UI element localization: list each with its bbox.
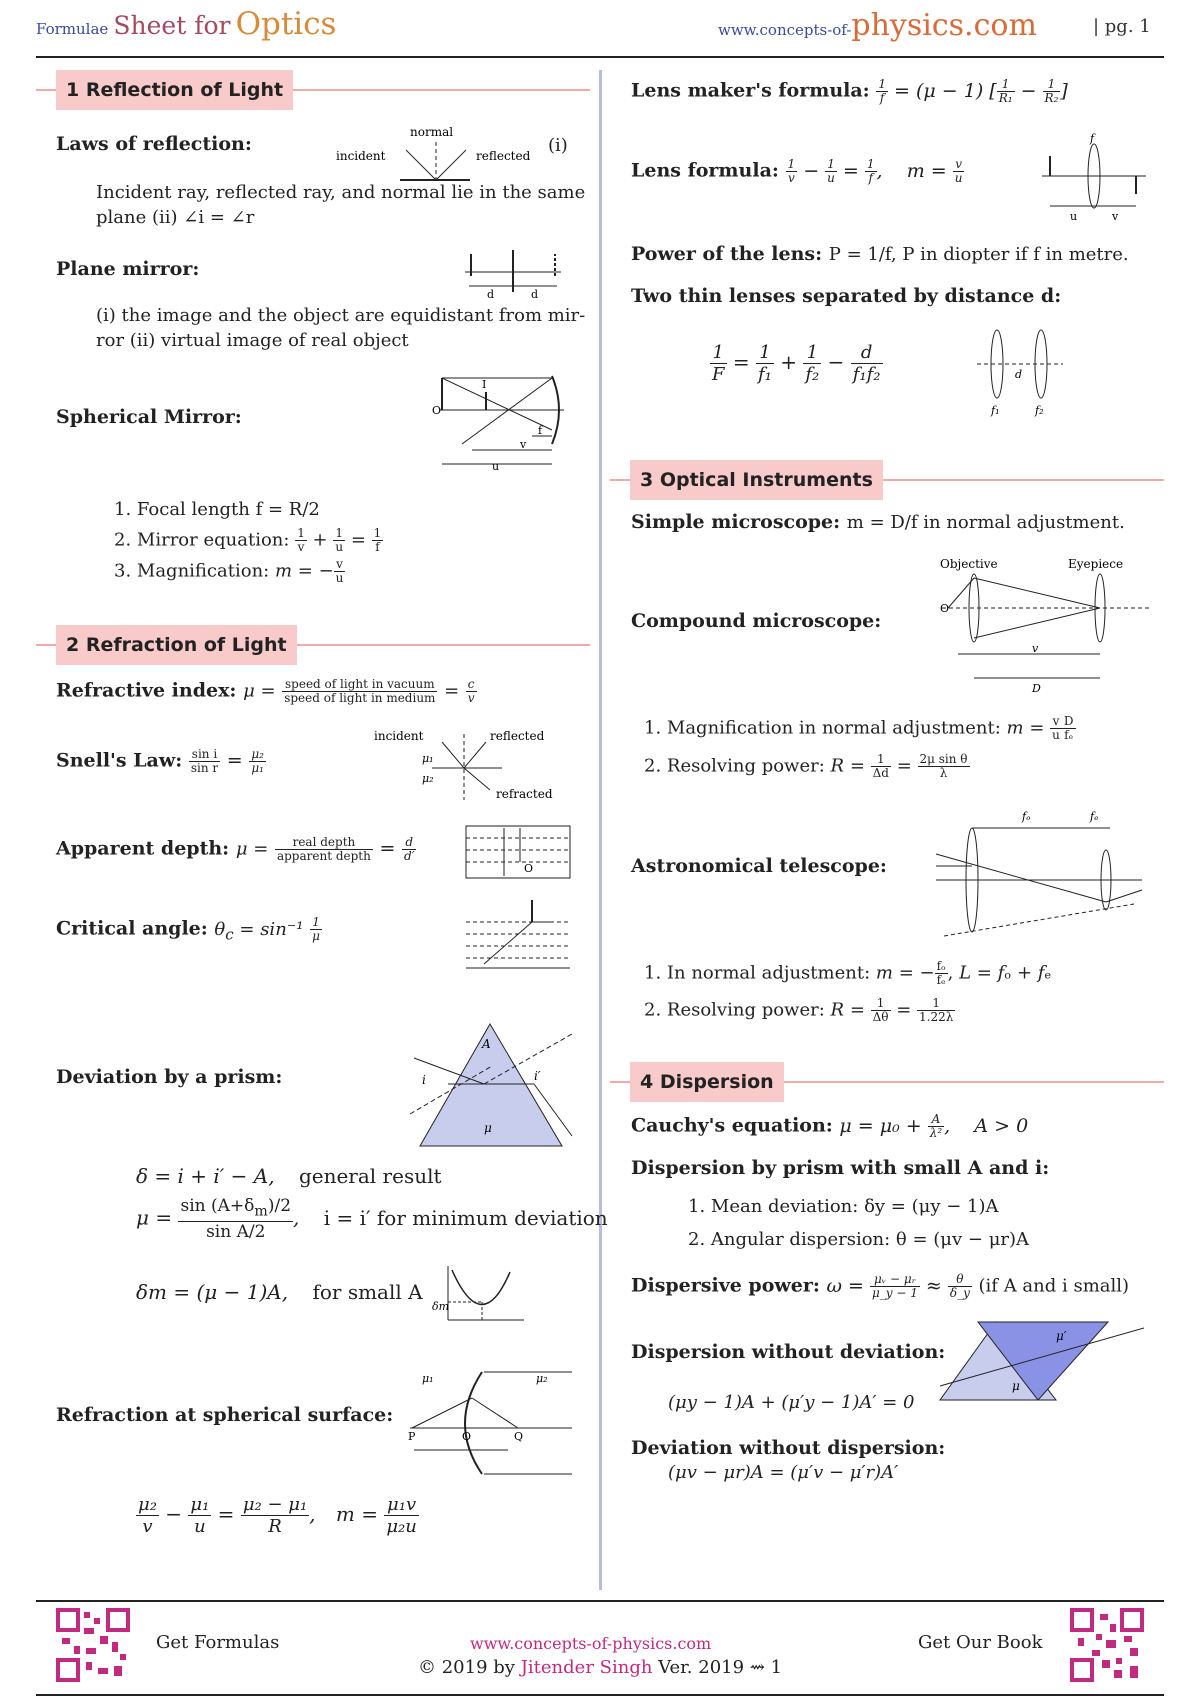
critical-angle-diagram xyxy=(464,898,572,970)
telescope-heading: Astronomical telescope: xyxy=(631,855,887,877)
footer-copyright: © 2019 by Jitender Singh Ver. 2019 ⇝ 1 xyxy=(418,1657,783,1678)
svg-text:Q: Q xyxy=(514,1430,524,1443)
compound-microscope-heading: Compound microscope: xyxy=(631,610,882,632)
svg-text:i′: i′ xyxy=(534,1069,541,1083)
lens-maker-heading: Lens maker's formula: $\frac{1}{f}$ = (μ − 1) [ $\frac{1}{\text{R₁}}$ − $\frac{1}{\text{R₂}}$ ] xyxy=(631,77,1068,105)
spherical-surface-diagram xyxy=(408,1368,578,1476)
page-title: Formulae Sheet for Optics xyxy=(36,6,337,42)
laws-text-1: Incident ray, reflected ray, and normal lie in the same xyxy=(96,182,586,203)
svg-text:i: i xyxy=(422,1073,426,1087)
plane-mirror-heading: Plane mirror: xyxy=(56,258,200,280)
column-divider xyxy=(599,70,602,1590)
svg-text:μ: μ xyxy=(484,1121,492,1135)
apparent-depth-heading: Apparent depth: μ = $\frac{\text{real depth}}{\text{apparent depth}}$ = $\frac{d}{d'}$ xyxy=(56,835,415,863)
cauchy-heading: Cauchy's equation: μ = μ₀ + $\frac{A}{\text{λ²}}$ , A > 0 xyxy=(631,1112,1029,1140)
plane-text-2: ror (ii) virtual image of real object xyxy=(96,330,409,351)
svg-text:fₒ: fₒ xyxy=(1022,810,1031,823)
get-formulas-link[interactable]: Get Formulas xyxy=(156,1632,280,1653)
dispersion-prism-heading: Dispersion by prism with small A and i: xyxy=(631,1157,1050,1179)
svg-text:μ′: μ′ xyxy=(1056,1329,1067,1343)
spherical-surface-heading: Refraction at spherical surface: xyxy=(56,1404,394,1426)
svg-text:u: u xyxy=(492,460,500,472)
svg-text:reflected: reflected xyxy=(476,149,531,163)
header-rule xyxy=(36,56,1164,58)
two-lenses-heading: Two thin lenses separated by distance d: xyxy=(631,285,1062,307)
telescope-resolving-item: 2. Resolving power: R = $\frac{1}{\Delta\theta}$ = $\frac{1}{1.22\lambda}$ xyxy=(644,996,954,1024)
svg-text:u: u xyxy=(1070,210,1078,223)
get-book-link[interactable]: Get Our Book xyxy=(918,1632,1043,1653)
svg-text:P: P xyxy=(408,1430,416,1443)
svg-text:f₂: f₂ xyxy=(1035,404,1044,417)
svg-text:Objective: Objective xyxy=(940,557,998,571)
laws-tag: (i) xyxy=(548,135,568,156)
svg-text:O: O xyxy=(524,862,534,875)
svg-text:μ₂: μ₂ xyxy=(536,1372,548,1385)
angular-dispersion-item: 2. Angular dispersion: θ = (μv − μr)A xyxy=(688,1229,1030,1250)
svg-text:A: A xyxy=(482,1037,491,1051)
svg-text:δm: δm xyxy=(432,1300,450,1313)
focal-length-item: 1. Focal length f = R/2 xyxy=(114,499,320,520)
prism-diagram xyxy=(408,1018,578,1148)
spherical-mirror-diagram xyxy=(432,372,572,472)
page-number: | pg. 1 xyxy=(1093,16,1151,37)
svg-text:v: v xyxy=(1112,210,1119,223)
prism-heading: Deviation by a prism: xyxy=(56,1066,283,1088)
svg-text:refracted: refracted xyxy=(496,787,553,801)
plane-text-1: (i) the image and the object are equidistant from mir- xyxy=(96,305,586,326)
svg-text:D: D xyxy=(1032,682,1041,695)
prism-pair-diagram xyxy=(938,1314,1148,1404)
simple-microscope-heading: Simple microscope: m = D/f in normal adjustment. xyxy=(631,511,1125,533)
lens-formula-heading: Lens formula: $\frac{1}{v}$ − $\frac{1}{u}$ = $\frac{1}{f}$ , m = $\frac{v}{u}$ xyxy=(631,157,963,185)
svg-text:μ₁: μ₁ xyxy=(422,752,434,765)
prism-equation-minimum: μ = $\frac{\sin (A+\delta_m)/2}{\text{sin A/2}}$ , i = i′ for minimum deviation xyxy=(136,1196,608,1243)
deviation-without-dispersion-equation: (μv − μr)A = (μ′v − μ′r)A′ xyxy=(668,1462,899,1483)
lens-power-heading: Power of the lens: P = 1/f, P in diopter if f in metre. xyxy=(631,243,1129,265)
section-optical-instruments: 3 Optical Instruments xyxy=(610,460,1164,500)
qr-code-formulas-icon[interactable] xyxy=(56,1608,130,1682)
svg-text:normal: normal xyxy=(410,125,454,139)
dispersion-without-deviation-equation: (μy − 1)A + (μ′y − 1)A′ = 0 xyxy=(668,1392,915,1413)
svg-text:fₑ: fₑ xyxy=(1090,810,1099,823)
svg-text:O: O xyxy=(940,602,950,615)
compound-resolving-item: 2. Resolving power: R = $\frac{1}{\Delta d}$ = $\frac{\text{2μ sin θ}}{\lambda}$ xyxy=(644,752,968,780)
svg-text:incident: incident xyxy=(374,729,424,743)
footer-rule-bottom xyxy=(36,1694,1164,1696)
magnification-item: 3. Magnification: m = − $\frac{v}{u}$ xyxy=(114,557,344,585)
svg-text:d: d xyxy=(487,288,495,300)
svg-text:I: I xyxy=(482,378,487,391)
prism-equation-general: δ = i + i′ − A, general result xyxy=(136,1164,442,1188)
header-website-link[interactable]: www.concepts-of-physics.com xyxy=(718,8,1037,43)
section-reflection: 1 Reflection of Light xyxy=(36,70,590,110)
svg-text:μ₂: μ₂ xyxy=(422,772,434,785)
plane-mirror-diagram xyxy=(455,248,575,300)
dispersive-power-heading: Dispersive power: ω = $\frac{\text{μᵥ − μᵣ}}{\mu\_y - 1}$ ≈ $\frac{\theta}{\delta\_y}$ (if A and i small) xyxy=(631,1272,1130,1300)
svg-text:μ₁: μ₁ xyxy=(422,1372,434,1385)
svg-text:Eyepiece: Eyepiece xyxy=(1068,557,1124,571)
refractive-index-heading: Refractive index: μ = $\frac{\text{speed of light in vacuum}}{\text{speed of light in medium}}$ = $\frac{c}{v}$ xyxy=(56,677,475,705)
qr-code-book-icon[interactable] xyxy=(1070,1608,1144,1682)
mirror-equation-item: 2. Mirror equation: $\frac{1}{v}$ + $\frac{1}{u}$ = $\frac{1}{f}$ xyxy=(114,526,382,554)
svg-text:reflected: reflected xyxy=(490,729,545,743)
lens-diagram xyxy=(1040,132,1150,224)
svg-text:μ: μ xyxy=(1012,1379,1020,1393)
svg-text:f: f xyxy=(538,424,543,437)
laws-heading: Laws of reflection: xyxy=(56,133,252,155)
footer-rule-top xyxy=(36,1600,1164,1602)
svg-text:incident: incident xyxy=(336,149,386,163)
footer-website-link[interactable]: www.concepts-of-physics.com xyxy=(470,1634,712,1653)
two-lenses-diagram xyxy=(975,326,1065,420)
spherical-surface-equation: $\frac{\text{μ₂}}{v}$ − $\frac{\text{μ₁}}{u}$ = $\frac{\text{μ₂ − μ₁}}{R}$ , m = $\frac{\text{μ₁v}}{\text{μ₂u}}$ xyxy=(138,1494,417,1537)
section-dispersion: 4 Dispersion xyxy=(610,1062,1164,1102)
dispersion-without-deviation-heading: Dispersion without deviation: xyxy=(631,1341,946,1363)
mean-deviation-item: 1. Mean deviation: δy = (μy − 1)A xyxy=(688,1196,999,1217)
apparent-depth-diagram xyxy=(464,824,572,880)
spherical-mirror-heading: Spherical Mirror: xyxy=(56,406,242,428)
compound-magnification-item: 1. Magnification in normal adjustment: m = $\frac{v}{u}$ $\frac{D}{\text{fₑ}}$ xyxy=(644,714,1074,742)
telescope-normal-item: 1. In normal adjustment: m = − $\frac{\text{fₒ}}{\text{fₑ}}$ , L = fₒ + fₑ xyxy=(644,959,1052,987)
two-lenses-equation: $\frac{1}{F}$ = $\frac{1}{\text{f₁}}$ + $\frac{1}{\text{f₂}}$ − $\frac{d}{\text{f₁f₂}}$ xyxy=(712,342,881,385)
deviation-curve-diagram xyxy=(418,1262,528,1334)
deviation-without-dispersion-heading: Deviation without dispersion: xyxy=(631,1437,946,1459)
svg-text:O: O xyxy=(462,1430,472,1443)
svg-text:v: v xyxy=(520,438,527,451)
laws-text-2: plane (ii) ∠i = ∠r xyxy=(96,207,255,228)
snell-law-heading: Snell's Law: $\frac{\text{sin i}}{\text{sin r}}$ = $\frac{\text{μ₂}}{\text{μ₁}}$ xyxy=(56,747,264,775)
snell-diagram xyxy=(372,728,572,804)
svg-text:d: d xyxy=(531,288,539,300)
svg-text:O: O xyxy=(432,404,442,417)
prism-equation-small: δm = (μ − 1)A, for small A xyxy=(136,1280,423,1304)
section-refraction: 2 Refraction of Light xyxy=(36,625,590,665)
svg-text:v: v xyxy=(1032,642,1039,655)
svg-text:f₁: f₁ xyxy=(991,404,1000,417)
telescope-diagram xyxy=(934,808,1144,948)
svg-text:d: d xyxy=(1015,368,1023,381)
svg-text:f: f xyxy=(1090,132,1095,145)
compound-microscope-diagram xyxy=(938,556,1158,696)
critical-angle-heading: Critical angle: $\theta_c = \sin^{-1}$ $\frac{1}{\mu}$ xyxy=(56,915,320,944)
reflection-diagram xyxy=(330,122,560,184)
